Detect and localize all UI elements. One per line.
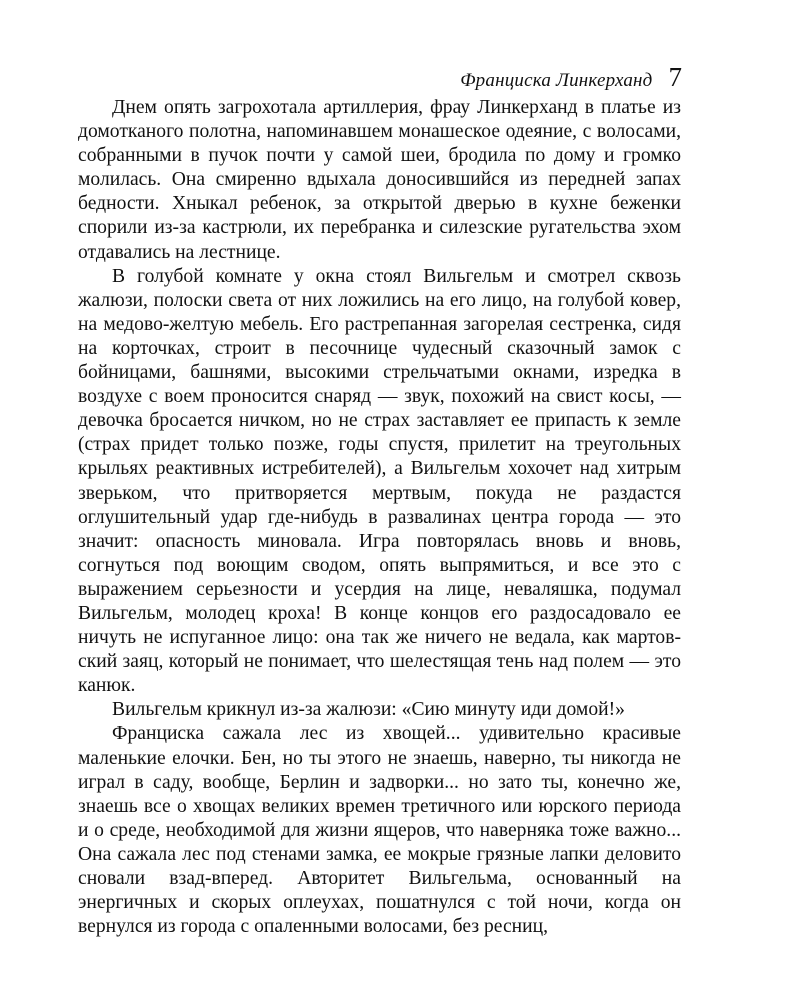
- paragraph-4: Франциска сажала лес из хвощей... удивительно красивые маленькие елочки. Бен, но ты этого не знаешь, наверно, ты никогда не играл в саду, вообще, Берлин и задворки... но зато ты, конечно же, знаешь все о хвощах великих времен третичного или юрского периода и о среде, необходимой для жизни ящеров, что наверняка тоже важно... Она сажала лес под стенами замка, ее мокрые грязные лапки деловито сновали взад-вперед. Авторитет Вильгельма, основанный на энергичных и скорых оплеухах, пошатнулся с той ночи, когда он вернулся из города с опаленными волосами, без ресниц,: [78, 723, 681, 938]
- paragraph-1: Днем опять загрохотала артиллерия, фрау Линкерханд в платье из домотканого полотна, напоминавшем монашеское одеяние, с волосами, собранными в пучок почти у самой шеи, бродила по дому и громко молилась. Она смиренно вдыхала доносившийся из передней запах бедности. Хныкал ребенок, за открытой дверью в кухне беженки спорили из-за кастрюли, их перебранка и силезские ругательства эхом отдавались на лестнице.: [78, 97, 681, 263]
- paragraph-2: В голубой комнате у окна стоял Вильгельм и смотрел сквозь жалюзи, полоски света от них ложились на его лицо, на голубой ковер, на медово-желтую мебель. Его растрепанная загорелая сестренка, сидя на корточках, строит в песочнице чудесный сказочный замок с бойницами, башнями, высокими стрельчатыми окнами, изредка в воздухе с воем проносится снаряд — звук, похожий на свист косы, — девочка бросается ничком, но не страх заставляет ее припасть к земле (страх придет только позже, годы спустя, прилетит на треугольных крыльях реактивных истребителей), а Вильгельм хохочет над хитрым зверьком, что притворяется мертвым, покуда не раздастся оглушительный удар где-нибудь в развалинах центра города — это значит: опасность миновала. Игра повторялась вновь и вновь, согнуться под воющим сводом, опять выпрямиться, и все это с выражением серьезности и усердия на лице, неваляшка, подумал Вильгельм, молодец кроха! В конце концов его раздосадовало ее ничуть не испуганное лицо: она так же ничего не ведала, как мартовский заяц, который не понимает, что шелестящая тень над полем — это канюк.: [78, 265, 681, 697]
- page-number: 7: [668, 62, 682, 92]
- paragraph-3: Вильгельм крикнул из-за жалюзи: «Сию минуту иди домой!»: [112, 699, 625, 721]
- body-text: [78, 96, 681, 939]
- running-head: [460, 62, 682, 93]
- running-title: Франциска Линкерханд: [460, 70, 653, 91]
